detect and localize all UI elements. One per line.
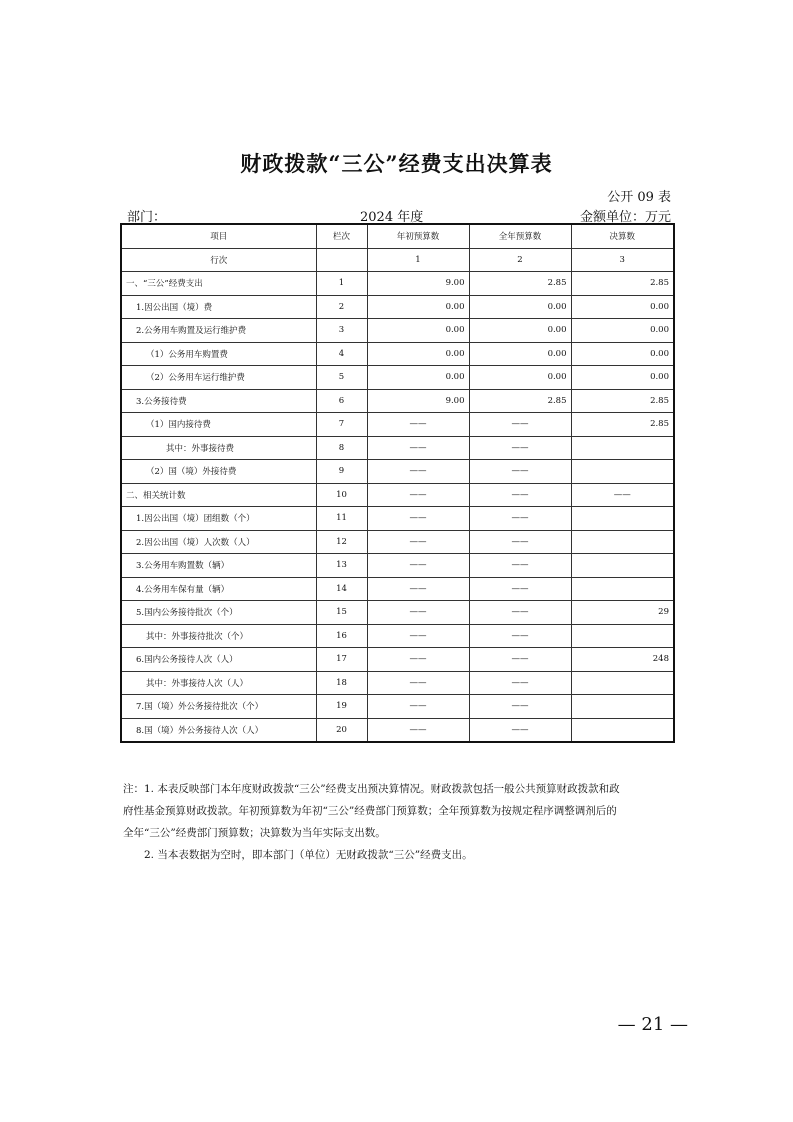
note-line: 2. 当本表数据为空时，即本部门（单位）无财政拨款“三公”经费支出。	[144, 849, 473, 861]
table-header-row	[121, 224, 674, 248]
cell-initial-budget: 9.00	[367, 389, 469, 413]
cell-item: 其中：外事接待人次（人）	[121, 671, 316, 695]
cell-column-index: 20	[316, 718, 367, 742]
cell-column-index: 16	[316, 624, 367, 648]
table-row	[121, 295, 674, 319]
cell-annual-budget: ——	[469, 718, 571, 742]
table-row	[121, 671, 674, 695]
cell-final-account	[571, 436, 674, 460]
cell-final-account	[571, 554, 674, 578]
cell-column-index: 19	[316, 695, 367, 719]
page-number: — 21 —	[617, 1014, 688, 1035]
cell-annual-budget: ——	[469, 671, 571, 695]
cell-item: （1）公务用车购置费	[121, 342, 316, 366]
table-row	[121, 483, 674, 507]
cell-annual-budget: 0.00	[469, 319, 571, 343]
cell-column-index: 3	[316, 319, 367, 343]
cell-column-index: 8	[316, 436, 367, 460]
cell-item: 其中：外事接待费	[121, 436, 316, 460]
cell-column-index: 15	[316, 601, 367, 625]
cell-final-account	[571, 577, 674, 601]
table-row	[121, 389, 674, 413]
table-row	[121, 601, 674, 625]
cell-annual-budget: ——	[469, 695, 571, 719]
header-column-index: 栏次	[316, 224, 367, 248]
cell-initial-budget: ——	[367, 718, 469, 742]
cell-item: 7.国（境）外公务接待批次（个）	[121, 695, 316, 719]
cell-annual-budget: ——	[469, 577, 571, 601]
cell-final-account	[571, 695, 674, 719]
cell-initial-budget: ——	[367, 413, 469, 437]
cell-initial-budget: ——	[367, 624, 469, 648]
cell-annual-budget: 0.00	[469, 295, 571, 319]
table-row	[121, 460, 674, 484]
table-row	[121, 248, 674, 272]
cell-initial-budget: ——	[367, 648, 469, 672]
note-line: 注：1. 本表反映部门本年度财政拨款“三公”经费支出预决算情况。财政拨款包括一般公共预算财政拨款和政	[123, 783, 620, 795]
cell-item: （2）公务用车运行维护费	[121, 366, 316, 390]
cell-column-index: 14	[316, 577, 367, 601]
cell-item: 1.因公出国（境）团组数（个）	[121, 507, 316, 531]
cell-final-account	[571, 671, 674, 695]
department-label: 部门：	[127, 210, 167, 225]
cell-annual-budget: 2.85	[469, 272, 571, 296]
cell-annual-budget: ——	[469, 483, 571, 507]
cell-final-account	[571, 718, 674, 742]
table-row	[121, 507, 674, 531]
cell-annual-budget: ——	[469, 413, 571, 437]
cell-final-account: 0.00	[571, 319, 674, 343]
cell-column-index: 13	[316, 554, 367, 578]
page-title: 财政拨款“三公”经费支出决算表	[240, 151, 553, 176]
cell-item: 6.国内公务接待人次（人）	[121, 648, 316, 672]
cell-annual-budget: ——	[469, 624, 571, 648]
cell-item: 3.公务接待费	[121, 389, 316, 413]
cell-initial-budget: 0.00	[367, 342, 469, 366]
expenditure-table	[120, 223, 675, 743]
cell-item: 二、相关统计数	[121, 483, 316, 507]
cell-final-account: 2.85	[571, 272, 674, 296]
form-number: 公开 09 表	[607, 190, 671, 205]
cell-annual-budget: ——	[469, 436, 571, 460]
table-row	[121, 413, 674, 437]
cell-column-index: 7	[316, 413, 367, 437]
cell-initial-budget: ——	[367, 577, 469, 601]
cell-annual-budget: ——	[469, 530, 571, 554]
cell-final-account: 0.00	[571, 366, 674, 390]
cell-annual-budget: 2.85	[469, 389, 571, 413]
table-body	[121, 248, 674, 742]
header-item: 项目	[121, 224, 316, 248]
cell-initial-budget: ——	[367, 483, 469, 507]
cell-initial-budget: ——	[367, 671, 469, 695]
cell-item: 3.公务用车购置数（辆）	[121, 554, 316, 578]
cell-column-index: 12	[316, 530, 367, 554]
cell-item: 5.国内公务接待批次（个）	[121, 601, 316, 625]
cell-column-index: 5	[316, 366, 367, 390]
cell-item: 2.因公出国（境）人次数（人）	[121, 530, 316, 554]
cell-final-account: 3	[571, 248, 674, 272]
cell-initial-budget: ——	[367, 460, 469, 484]
table-row	[121, 319, 674, 343]
cell-initial-budget: ——	[367, 530, 469, 554]
cell-item: 1.因公出国（境）费	[121, 295, 316, 319]
header-annual-budget: 全年预算数	[469, 224, 571, 248]
cell-initial-budget: ——	[367, 601, 469, 625]
cell-final-account	[571, 624, 674, 648]
cell-item: 4.公务用车保有量（辆）	[121, 577, 316, 601]
cell-final-account: 0.00	[571, 342, 674, 366]
cell-initial-budget: 0.00	[367, 366, 469, 390]
cell-initial-budget: 0.00	[367, 319, 469, 343]
cell-annual-budget: ——	[469, 554, 571, 578]
cell-final-account: 2.85	[571, 389, 674, 413]
cell-final-account	[571, 460, 674, 484]
cell-final-account: 2.85	[571, 413, 674, 437]
cell-initial-budget: ——	[367, 507, 469, 531]
cell-final-account: 248	[571, 648, 674, 672]
cell-item: （1）国内接待费	[121, 413, 316, 437]
header-initial-budget: 年初预算数	[367, 224, 469, 248]
cell-initial-budget: ——	[367, 554, 469, 578]
table-row	[121, 436, 674, 460]
cell-final-account	[571, 530, 674, 554]
cell-column-index: 4	[316, 342, 367, 366]
cell-column-index	[316, 248, 367, 272]
cell-annual-budget: ——	[469, 601, 571, 625]
cell-annual-budget: 0.00	[469, 342, 571, 366]
table-row	[121, 648, 674, 672]
note-line: 全年“三公”经费部门预算数；决算数为当年实际支出数。	[123, 827, 386, 839]
cell-annual-budget: ——	[469, 507, 571, 531]
cell-column-index: 17	[316, 648, 367, 672]
cell-initial-budget: 1	[367, 248, 469, 272]
cell-initial-budget: 9.00	[367, 272, 469, 296]
fiscal-year: 2024 年度	[360, 210, 424, 225]
cell-item: 其中：外事接待批次（个）	[121, 624, 316, 648]
cell-item: 2.公务用车购置及运行维护费	[121, 319, 316, 343]
cell-annual-budget: 2	[469, 248, 571, 272]
cell-initial-budget: ——	[367, 695, 469, 719]
cell-column-index: 9	[316, 460, 367, 484]
cell-final-account: 0.00	[571, 295, 674, 319]
cell-final-account: 29	[571, 601, 674, 625]
header-final-account: 决算数	[571, 224, 674, 248]
cell-final-account	[571, 507, 674, 531]
cell-annual-budget: ——	[469, 460, 571, 484]
cell-column-index: 11	[316, 507, 367, 531]
note-line: 府性基金预算财政拨款。年初预算数为年初“三公”经费部门预算数；全年预算数为按规定程序调整调剂后的	[123, 805, 617, 817]
cell-annual-budget: 0.00	[469, 366, 571, 390]
cell-annual-budget: ——	[469, 648, 571, 672]
cell-item: 一、“三公”经费支出	[121, 272, 316, 296]
table-row	[121, 695, 674, 719]
table-row	[121, 718, 674, 742]
table-row	[121, 624, 674, 648]
cell-column-index: 18	[316, 671, 367, 695]
table-row	[121, 554, 674, 578]
cell-column-index: 1	[316, 272, 367, 296]
notes	[123, 778, 675, 866]
cell-initial-budget: ——	[367, 436, 469, 460]
cell-item: 行次	[121, 248, 316, 272]
table-row	[121, 272, 674, 296]
cell-final-account: ——	[571, 483, 674, 507]
cell-initial-budget: 0.00	[367, 295, 469, 319]
amount-unit: 金额单位：万元	[579, 210, 671, 225]
cell-column-index: 2	[316, 295, 367, 319]
table-row	[121, 342, 674, 366]
cell-column-index: 10	[316, 483, 367, 507]
table-row	[121, 577, 674, 601]
cell-item: 8.国（境）外公务接待人次（人）	[121, 718, 316, 742]
cell-column-index: 6	[316, 389, 367, 413]
table-row	[121, 366, 674, 390]
cell-item: （2）国（境）外接待费	[121, 460, 316, 484]
table-row	[121, 530, 674, 554]
